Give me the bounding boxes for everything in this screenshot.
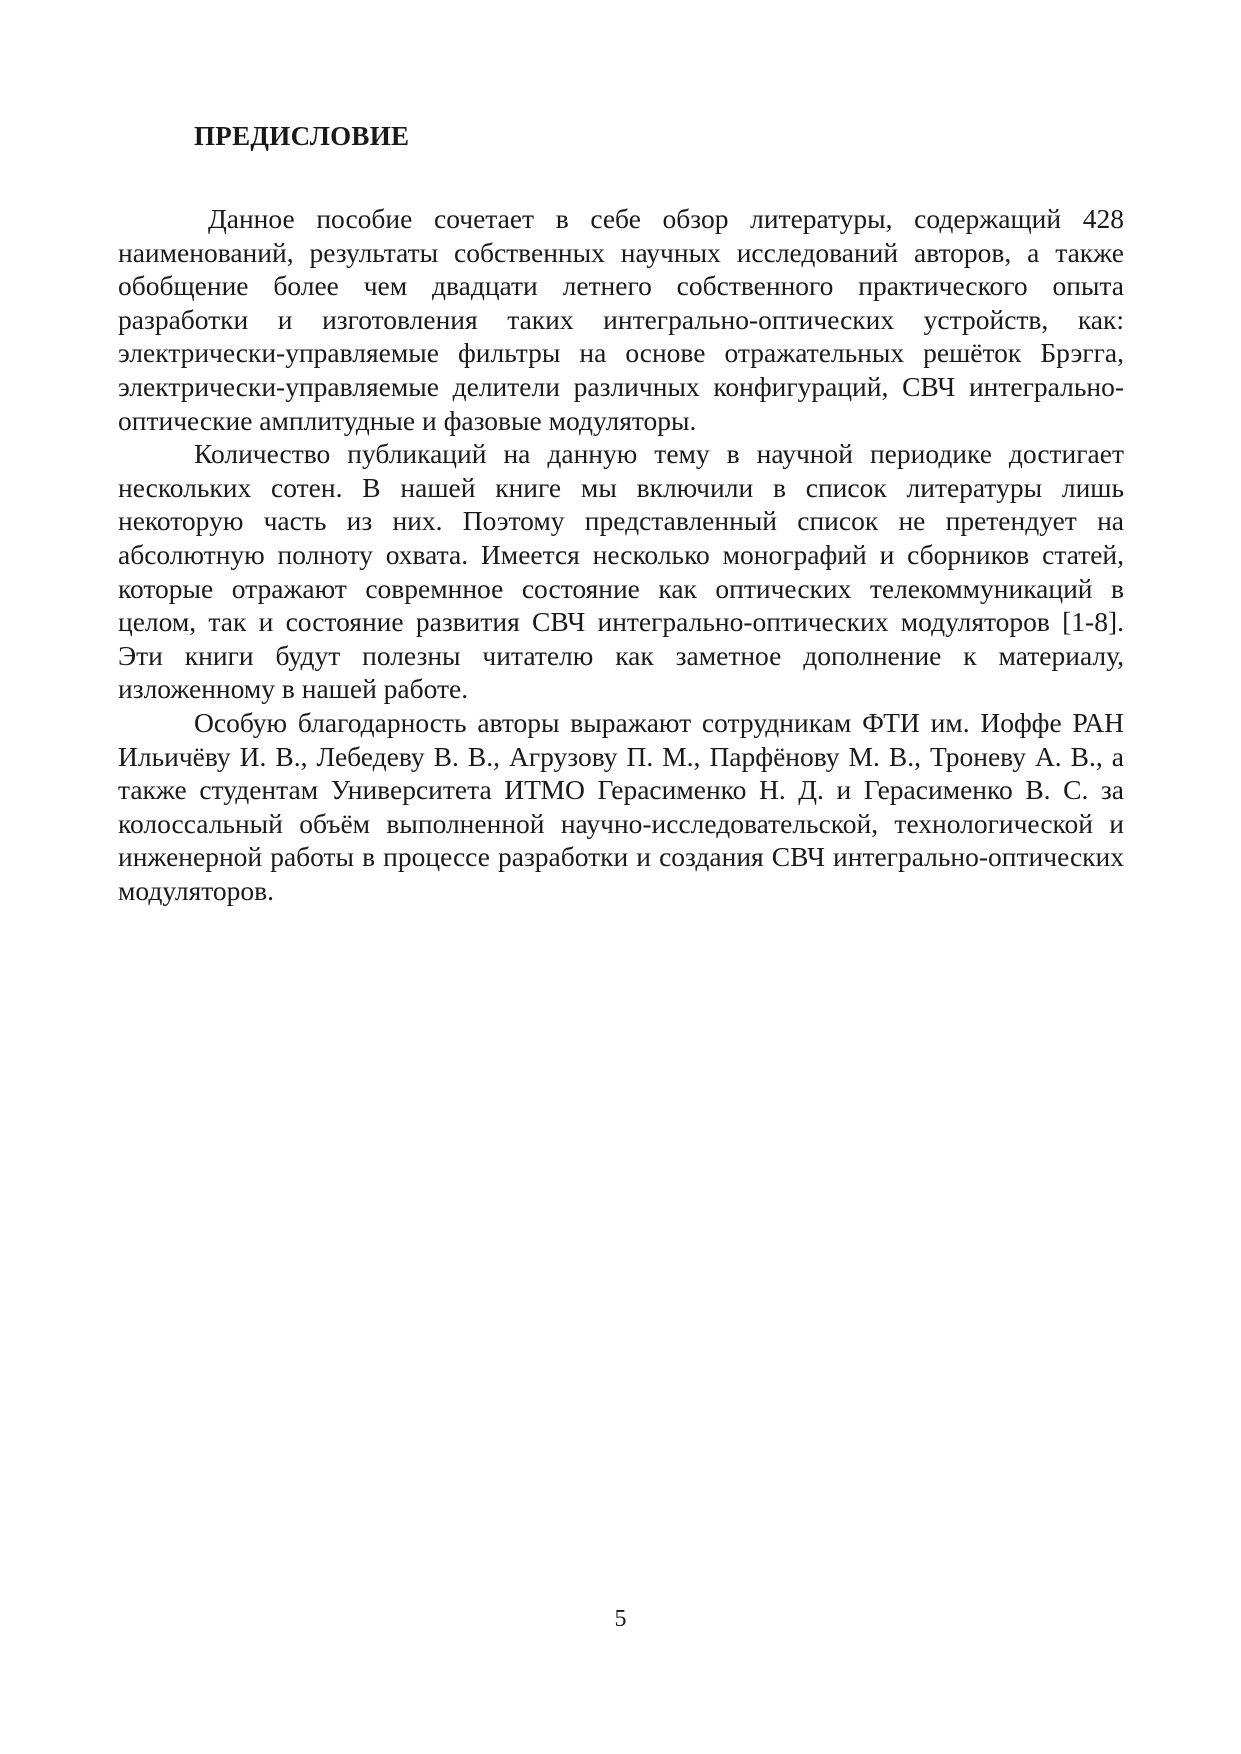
paragraph-publications: Количество публикаций на данную тему в научной периодике достигает нескольких сотен. В нашей книге мы включили в список литературы лишь некоторую часть из них. Поэтому представленный список не претендует на абсолютную полноту охвата. Имеется несколько монографий и сборников статей, которые отражают совремнное состояние как оптических телекоммуникаций в целом, так и состояние развития СВЧ интегрально-оптических модуляторов [1-8]. Эти книги будут полезны читателю как заметное дополнение к материалу, изложенному в нашей работе. xyxy=(118,438,1124,705)
page-title: ПРЕДИСЛОВИЕ xyxy=(194,121,410,151)
paragraph-intro: Данное пособие сочетает в себе обзор литературы, содержащий 428 наименований, результаты собственных научных исследований авторов, а также обобщение более чем двадцати летнего собственного практического опыта разработки и изготовления таких интегрально-оптических устройств, как: электрически-управляемые фильтры на основе отражательных решёток Брэгга, электрически-управляемые делители различных конфигураций, СВЧ интегрально-оптические амплитудные и фазовые модуляторы. xyxy=(118,203,1124,436)
paragraph-acknowledgements: Особую благодарность авторы выражают сотрудникам ФТИ им. Иоффе РАН Ильичёву И. В., Лебедеву В. В., Агрузову П. М., Парфёнову М. В., Троневу А. В., а также студентам Университета ИТМО Герасименко Н. Д. и Герасименко В. С. за колоссальный объём выполненной научно-исследовательской, технологической и инженерной работы в процессе разработки и создания СВЧ интегрально-оптических модуляторов. xyxy=(118,706,1124,906)
page-number: 5 xyxy=(614,1606,627,1632)
body-text xyxy=(118,202,1124,907)
